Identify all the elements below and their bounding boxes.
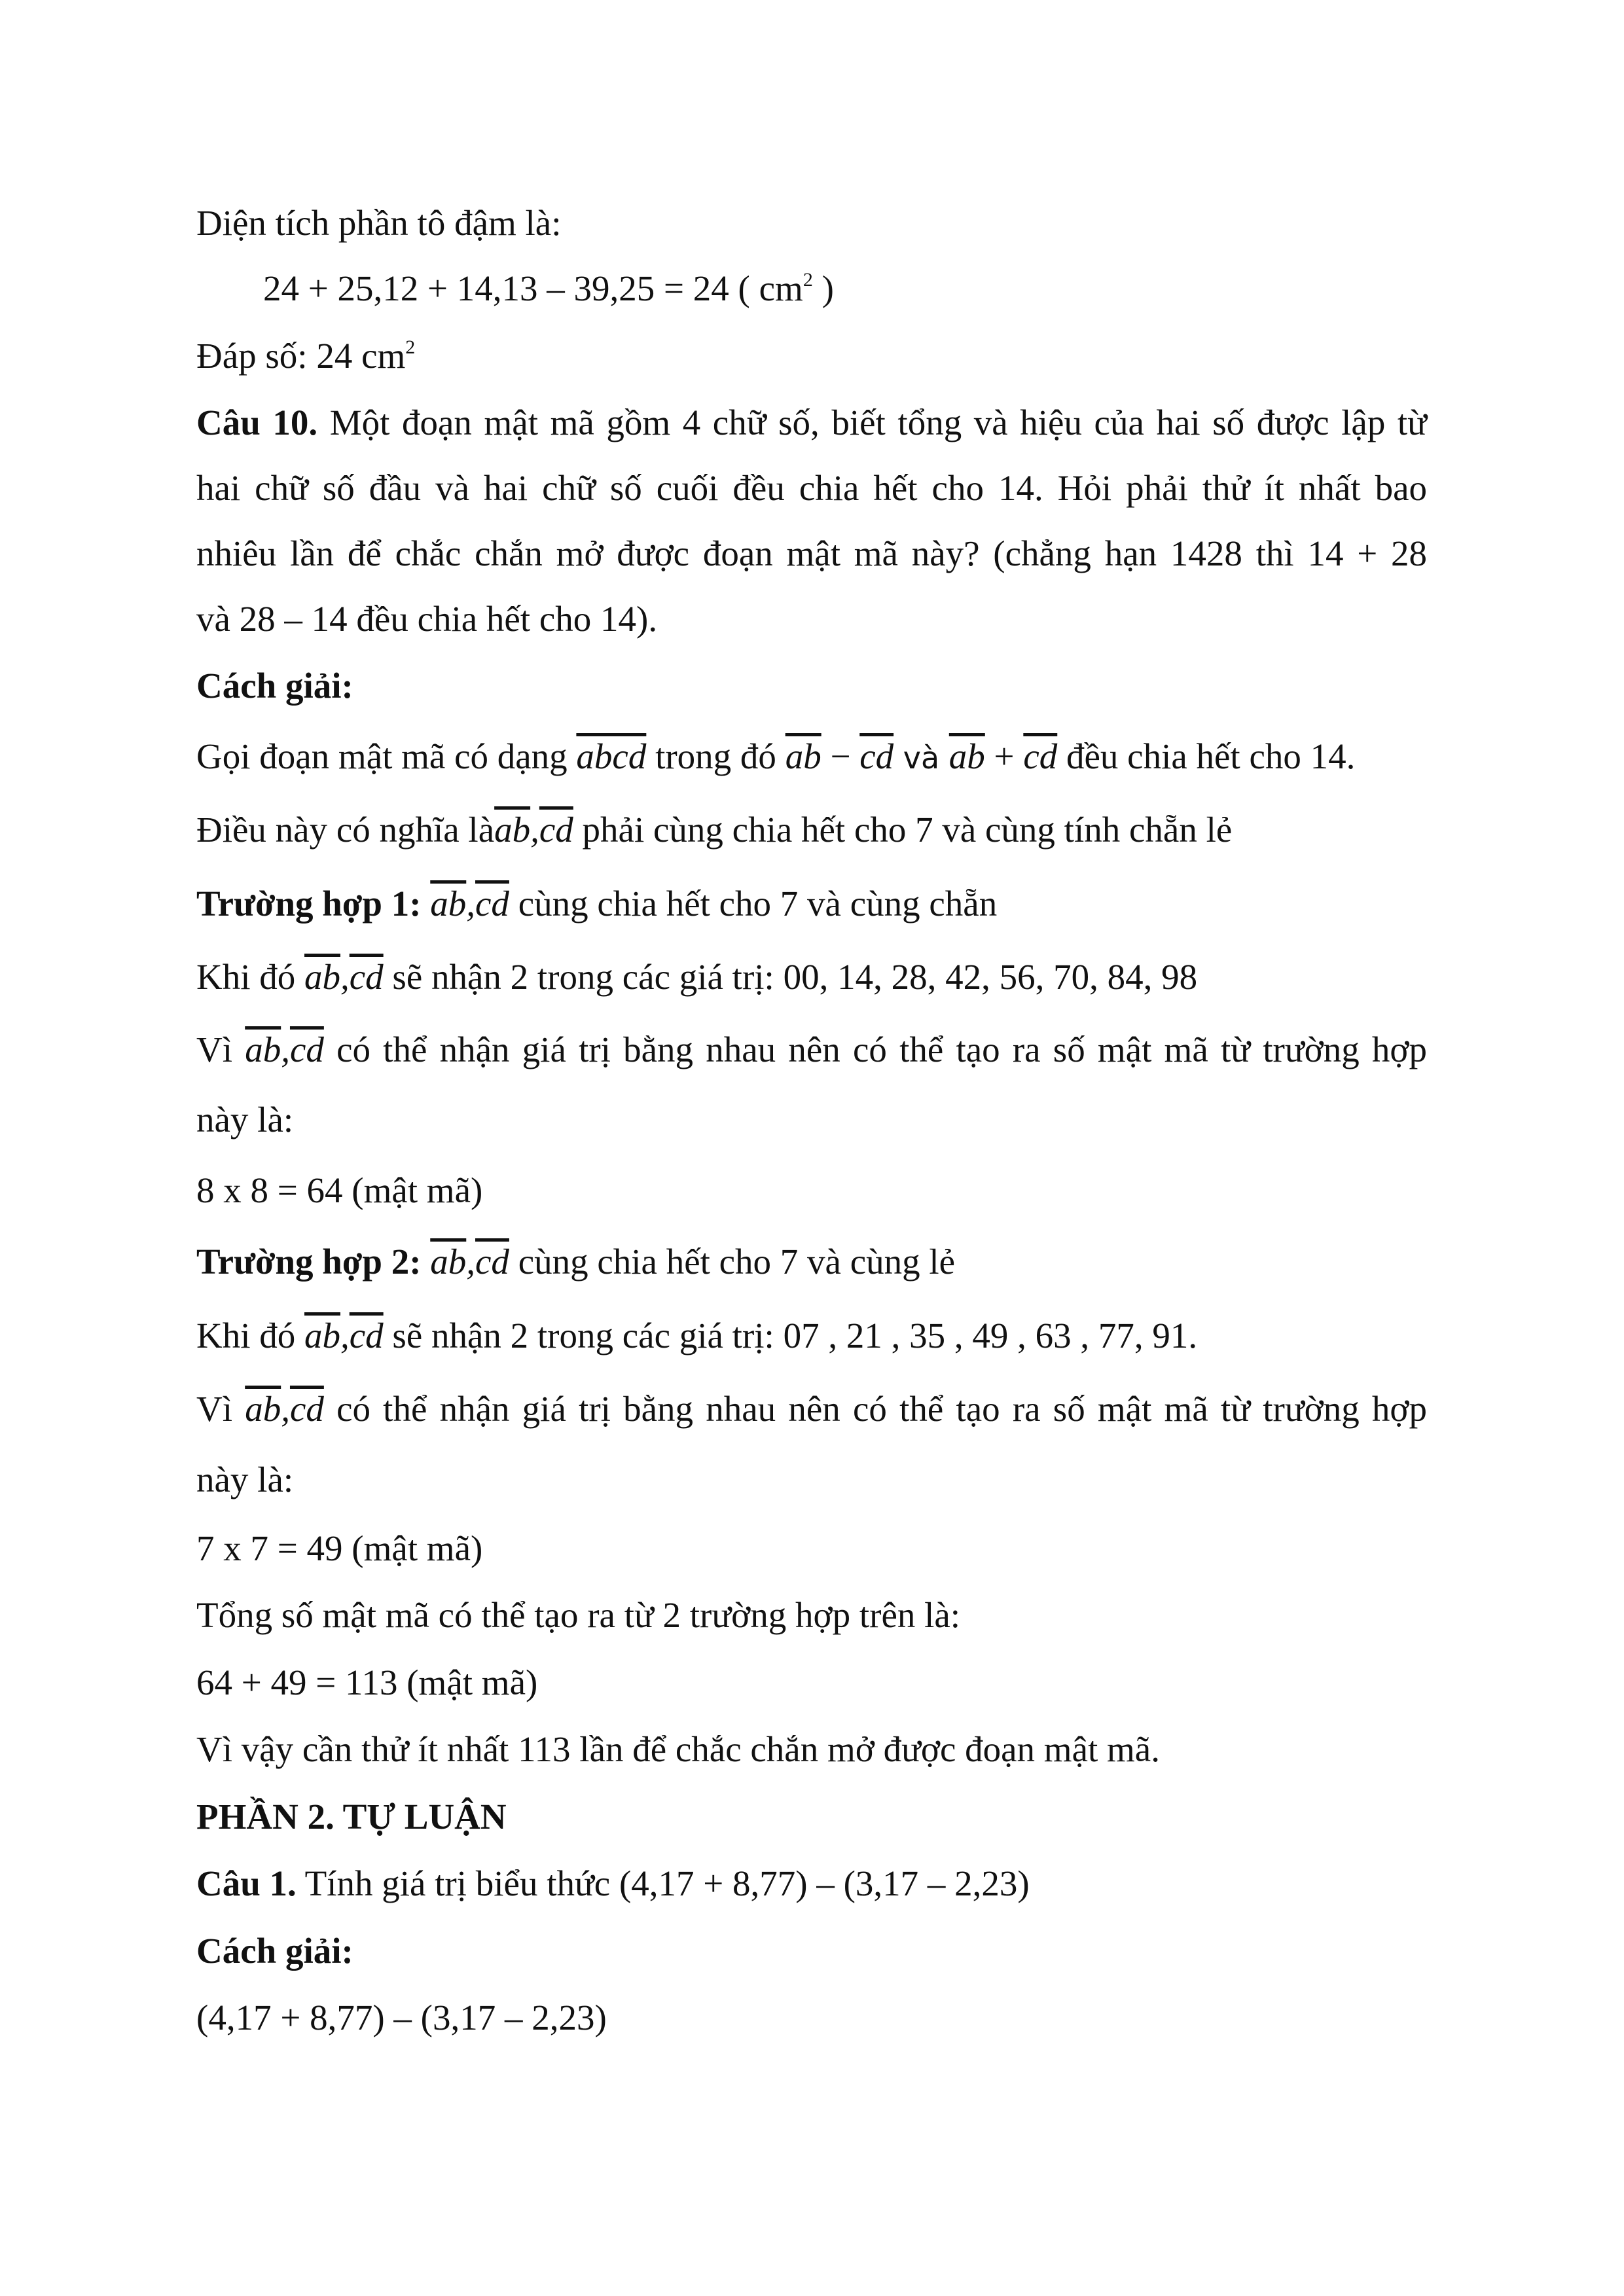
overline-number: $\overline{ab}$: [785, 736, 821, 776]
text: này là:: [196, 1100, 294, 1139]
overline-number: $\overline{cd}$: [349, 1316, 384, 1355]
case-label: Trường hợp 2:: [196, 1242, 431, 1282]
text: Đáp số: 24 cm: [196, 336, 406, 376]
part-2-heading: [196, 1793, 507, 1840]
total-heading: [196, 1592, 960, 1639]
overline-number: $\overline{ab}$: [430, 884, 467, 924]
question-1-expression: [196, 1994, 607, 2041]
text: sẽ nhận 2 trong các giá trị: 00, 14, 28, 42, 56, 70, 84, 98: [383, 957, 1198, 997]
operator: −: [821, 736, 860, 776]
text: Khi đó: [196, 957, 304, 997]
overline-number: $\overline{ab}$: [304, 957, 340, 997]
text: và 28 – 14 đều chia hết cho 14).: [196, 599, 658, 639]
question-10-line-1: [196, 399, 1427, 446]
operator: +: [984, 736, 1024, 776]
case-1-reason-cont: [196, 1096, 293, 1143]
text: Vì: [196, 1030, 245, 1069]
solution-heading: [196, 662, 353, 709]
overline-number: $\overline{cd}$: [475, 1242, 509, 1282]
overline-number: $\overline{cd}$: [349, 957, 384, 997]
text: và: [893, 740, 949, 776]
overline-number: $\overline{cd}$: [859, 736, 894, 776]
text: trong đó: [646, 736, 785, 776]
overline-number: abcd: [576, 736, 647, 776]
question-10-line-4: [196, 596, 657, 643]
case-1-heading: [196, 880, 997, 927]
conclusion: [196, 1726, 1160, 1773]
case-1-reason: [196, 1026, 1427, 1073]
area-calculation: [263, 265, 834, 318]
superscript: 2: [803, 269, 813, 291]
overline-number: $\overline{cd}$: [1023, 736, 1058, 776]
text: PHẦN 2. TỰ LUẬN: [196, 1797, 507, 1837]
superscript: 2: [405, 336, 416, 358]
text: có thể nhận giá trị bằng nhau nên có thể tạo ra số mật mã từ trường hợp: [323, 1030, 1428, 1069]
overline-number: $\overline{ab}$: [245, 1030, 281, 1069]
text: Một đoạn mật mã gồm 4 chữ số, biết tổng và hiệu của hai số được lập từ: [317, 403, 1427, 442]
case-2-calculation: [196, 1525, 482, 1572]
answer-line: [196, 332, 415, 386]
text: (4,17 + 8,77) – (3,17 – 2,23): [196, 1998, 607, 2037]
comma: ,: [466, 1242, 476, 1282]
text: sẽ nhận 2 trong các giá trị: 07 , 21 , 35 , 49 , 63 , 77, 91.: [383, 1316, 1198, 1355]
total-calculation: [196, 1659, 537, 1706]
text: 8 x 8 = 64 (mật mã): [196, 1170, 483, 1210]
overline-number: $\overline{ab}$: [494, 810, 531, 850]
overline-number: $\overline{cd}$: [539, 810, 573, 850]
text: Cách giải:: [196, 666, 353, 706]
overline-number: $\overline{cd}$: [475, 884, 509, 924]
comma: ,: [466, 884, 476, 924]
text: 64 + 49 = 113 (mật mã): [196, 1662, 538, 1702]
text: Tổng số mật mã có thể tạo ra từ 2 trường hợp trên là:: [196, 1595, 961, 1635]
text: Vì: [196, 1389, 245, 1429]
overline-number: $\overline{cd}$: [289, 1030, 324, 1069]
case-1-calculation: [196, 1167, 482, 1214]
comma: ,: [340, 957, 350, 997]
question-1: [196, 1860, 1030, 1907]
text: Cách giải:: [196, 1931, 353, 1971]
text: 24 + 25,12 + 14,13 – 39,25 = 24 ( cm: [263, 268, 803, 308]
text: ): [812, 268, 834, 308]
question-10-line-3: [196, 530, 1427, 577]
text: hai chữ số đầu và hai chữ số cuối đều chia hết cho 14. Hỏi phải thử ít nhất bao: [196, 468, 1427, 508]
question-label: Câu 10.: [196, 403, 318, 442]
text: Gọi đoạn mật mã có dạng: [196, 736, 577, 776]
text: Khi đó: [196, 1316, 304, 1355]
overline-number: $\overline{ab}$: [245, 1389, 281, 1429]
text: 7 x 7 = 49 (mật mã): [196, 1528, 483, 1568]
text: có thể nhận giá trị bằng nhau nên có thể tạo ra số mật mã từ trường hợp: [323, 1389, 1428, 1429]
case-label: Trường hợp 1:: [196, 884, 431, 924]
case-2-values: [196, 1312, 1197, 1359]
comma: ,: [281, 1030, 290, 1069]
text: cùng chia hết cho 7 và cùng lẻ: [509, 1242, 956, 1282]
question-10-line-2: [196, 465, 1427, 512]
case-1-values: [196, 954, 1197, 1001]
text: Vì vậy cần thử ít nhất 113 lần để chắc chắn mở được đoạn mật mã.: [196, 1729, 1160, 1769]
text: Điều này có nghĩa là: [196, 810, 495, 850]
comma: ,: [340, 1316, 350, 1355]
text: Tính giá trị biểu thức (4,17 + 8,77) – (3,17 – 2,23): [296, 1863, 1030, 1903]
comma: ,: [281, 1389, 290, 1429]
text: nhiêu lần để chắc chắn mở được đoạn mật mã này? (chẳng hạn 1428 thì 14 + 28: [196, 533, 1427, 573]
overline-number: $\overline{ab}$: [430, 1242, 467, 1282]
overline-number: $\overline{ab}$: [304, 1316, 340, 1355]
shaded-area-heading: [196, 200, 562, 247]
text: Diện tích phần tô đậm là:: [196, 203, 562, 243]
text: này là:: [196, 1460, 294, 1499]
overline-number: $\overline{cd}$: [289, 1389, 324, 1429]
solution-line-2: [196, 806, 1232, 853]
text: phải cùng chia hết cho 7 và cùng tính chẵn lẻ: [573, 810, 1233, 850]
question-label: Câu 1.: [196, 1863, 297, 1903]
text: đều chia hết cho 14.: [1057, 736, 1356, 776]
text: cùng chia hết cho 7 và cùng chẵn: [509, 884, 998, 924]
case-2-heading: [196, 1238, 955, 1285]
case-2-reason: [196, 1386, 1427, 1433]
case-2-reason-cont: [196, 1456, 293, 1503]
comma: ,: [530, 810, 539, 850]
question-1-solution-heading: [196, 1928, 353, 1975]
overline-number: $\overline{ab}$: [948, 736, 985, 776]
solution-line-1: [196, 733, 1355, 781]
